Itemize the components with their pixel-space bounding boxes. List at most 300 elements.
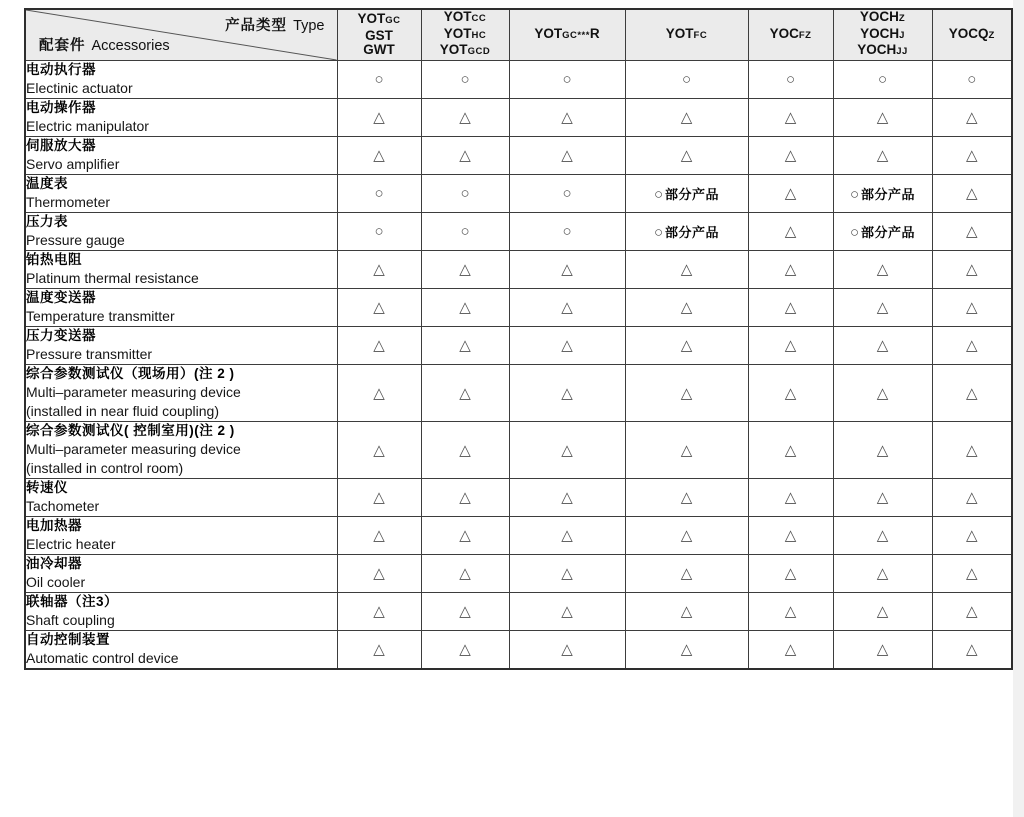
compat-cell xyxy=(421,99,509,137)
compat-cell xyxy=(625,327,748,365)
compat-cell xyxy=(748,365,833,422)
circle-symbol: ○ xyxy=(460,70,470,88)
column-header-2 xyxy=(509,9,625,61)
compat-cell xyxy=(748,289,833,327)
accessory-name-en: Pressure transmitter xyxy=(26,346,153,362)
accessory-row xyxy=(25,365,1012,422)
corner-type-label xyxy=(225,14,324,35)
triangle-symbol: △ xyxy=(965,299,978,316)
column-header-0 xyxy=(337,9,421,61)
model-suffix: GCD xyxy=(467,46,491,58)
partial-product-label: 部分产品 xyxy=(665,186,720,202)
triangle-symbol: △ xyxy=(680,299,693,316)
column-header-line xyxy=(422,43,509,60)
compat-cell xyxy=(833,327,932,365)
compat-cell xyxy=(337,365,421,422)
column-header-line xyxy=(338,29,421,44)
triangle-symbol: △ xyxy=(680,261,693,278)
accessory-name-zh: 压力表 xyxy=(26,214,68,229)
accessory-row xyxy=(25,422,1012,479)
compat-cell xyxy=(833,99,932,137)
compat-cell xyxy=(833,175,932,213)
model-suffix: FC xyxy=(693,29,708,41)
accessory-name-cell xyxy=(25,365,337,422)
model-name: YOCH xyxy=(859,9,899,25)
accessory-name-zh: 压力变送器 xyxy=(26,328,96,343)
accessory-name-cell xyxy=(25,593,337,631)
circle-symbol: ○ xyxy=(374,222,384,240)
accessory-name-zh: 温度表 xyxy=(26,176,68,191)
triangle-symbol: △ xyxy=(561,527,573,544)
compat-cell xyxy=(932,479,1012,517)
compat-cell xyxy=(748,593,833,631)
compat-cell xyxy=(337,631,421,670)
accessory-name-zh: 油冷却器 xyxy=(26,556,82,571)
model-name: YOT xyxy=(357,11,386,27)
accessory-name-en: Multi–parameter measuring device xyxy=(26,441,241,457)
triangle-symbol: △ xyxy=(561,489,573,506)
header-row xyxy=(25,9,1012,61)
triangle-symbol: △ xyxy=(876,299,889,316)
compat-cell xyxy=(509,365,625,422)
compat-cell xyxy=(625,61,748,99)
accessory-compatibility-table xyxy=(24,8,1013,670)
accessory-name-zh: 联轴器（注3） xyxy=(26,594,119,609)
compat-cell xyxy=(625,593,748,631)
triangle-symbol: △ xyxy=(784,603,797,620)
accessory-name-zh: 自动控制装置 xyxy=(26,632,110,647)
compat-cell xyxy=(421,137,509,175)
triangle-symbol: △ xyxy=(680,641,693,658)
column-header-line xyxy=(834,27,932,44)
compat-cell xyxy=(748,99,833,137)
compat-cell xyxy=(833,479,932,517)
triangle-symbol: △ xyxy=(459,261,471,278)
compat-cell xyxy=(748,175,833,213)
column-header-line xyxy=(834,43,932,60)
triangle-symbol: △ xyxy=(784,565,797,582)
accessory-row xyxy=(25,251,1012,289)
compat-cell xyxy=(509,251,625,289)
accessory-name-en: Oil cooler xyxy=(26,574,86,590)
compat-cell xyxy=(748,479,833,517)
triangle-symbol: △ xyxy=(965,603,978,620)
compat-cell xyxy=(833,289,932,327)
compat-cell xyxy=(509,289,625,327)
triangle-symbol: △ xyxy=(459,337,471,354)
accessory-row xyxy=(25,99,1012,137)
triangle-symbol: △ xyxy=(373,299,385,316)
triangle-symbol: △ xyxy=(459,384,471,402)
compat-cell xyxy=(932,213,1012,251)
triangle-symbol: △ xyxy=(373,565,385,582)
compat-cell xyxy=(509,593,625,631)
compat-cell xyxy=(337,213,421,251)
compat-cell xyxy=(337,517,421,555)
triangle-symbol: △ xyxy=(965,185,978,202)
triangle-symbol: △ xyxy=(876,489,889,506)
model-name: YOT xyxy=(534,25,563,41)
compat-cell xyxy=(625,175,748,213)
accessory-row xyxy=(25,213,1012,251)
compat-cell xyxy=(833,422,932,479)
compat-cell xyxy=(509,327,625,365)
circle-symbol: ○ xyxy=(460,184,470,202)
compat-cell xyxy=(421,631,509,670)
column-header-line xyxy=(749,27,833,44)
accessory-name-zh: 温度变送器 xyxy=(26,290,96,305)
accessory-name-en: Temperature transmitter xyxy=(26,308,175,324)
triangle-symbol: △ xyxy=(965,384,978,402)
triangle-symbol: △ xyxy=(876,603,889,620)
accessory-row xyxy=(25,289,1012,327)
compat-cell xyxy=(421,175,509,213)
corner-type-zh: 产品类型 xyxy=(225,18,288,34)
compat-cell xyxy=(625,479,748,517)
compat-cell xyxy=(932,61,1012,99)
triangle-symbol: △ xyxy=(561,147,573,164)
accessory-row xyxy=(25,327,1012,365)
compat-cell xyxy=(932,137,1012,175)
triangle-symbol: △ xyxy=(561,384,573,402)
triangle-symbol: △ xyxy=(373,641,385,658)
compat-cell xyxy=(625,555,748,593)
compat-cell xyxy=(337,327,421,365)
compat-cell xyxy=(421,517,509,555)
triangle-symbol: △ xyxy=(373,441,385,459)
accessory-name-en: Electinic actuator xyxy=(26,80,133,96)
compat-cell xyxy=(833,631,932,670)
compat-cell xyxy=(932,289,1012,327)
compat-cell xyxy=(625,213,748,251)
triangle-symbol: △ xyxy=(680,603,693,620)
accessory-name-cell xyxy=(25,422,337,479)
triangle-symbol: △ xyxy=(459,641,471,658)
triangle-symbol: △ xyxy=(876,337,889,354)
triangle-symbol: △ xyxy=(561,337,573,354)
triangle-symbol: △ xyxy=(561,299,573,316)
accessory-name-cell xyxy=(25,479,337,517)
model-suffix: FZ xyxy=(798,29,812,41)
model-suffix: Z xyxy=(898,13,906,25)
compat-cell xyxy=(421,327,509,365)
triangle-symbol: △ xyxy=(459,147,471,164)
compat-cell xyxy=(748,555,833,593)
triangle-symbol: △ xyxy=(965,109,978,126)
compat-cell xyxy=(833,251,932,289)
accessory-row xyxy=(25,175,1012,213)
compat-cell xyxy=(509,99,625,137)
compat-cell xyxy=(748,213,833,251)
model-suffix: J xyxy=(899,29,905,41)
circle-symbol: ○ xyxy=(653,185,664,203)
triangle-symbol: △ xyxy=(373,527,385,544)
corner-type-en: Type xyxy=(293,18,325,34)
corner-accessories-zh: 配套件 xyxy=(39,38,86,54)
triangle-symbol: △ xyxy=(965,441,978,459)
model-name: R xyxy=(589,25,600,41)
triangle-symbol: △ xyxy=(680,441,693,459)
circle-symbol: ○ xyxy=(374,184,384,202)
partial-product-label: 部分产品 xyxy=(665,224,720,240)
accessory-name-cell xyxy=(25,631,337,670)
triangle-symbol: △ xyxy=(784,384,797,402)
compat-cell xyxy=(509,631,625,670)
column-header-3 xyxy=(625,9,748,61)
accessory-row xyxy=(25,517,1012,555)
column-header-5 xyxy=(833,9,932,61)
compat-cell xyxy=(421,61,509,99)
triangle-symbol: △ xyxy=(373,261,385,278)
triangle-symbol: △ xyxy=(965,641,978,658)
compat-cell xyxy=(932,422,1012,479)
column-header-line xyxy=(422,27,509,44)
circle-symbol: ○ xyxy=(967,70,977,88)
compat-cell xyxy=(748,61,833,99)
compat-cell xyxy=(833,61,932,99)
compat-cell xyxy=(833,137,932,175)
compat-cell xyxy=(833,365,932,422)
triangle-symbol: △ xyxy=(965,223,978,240)
corner-accessories-en: Accessories xyxy=(91,38,170,54)
column-header-4 xyxy=(748,9,833,61)
triangle-symbol: △ xyxy=(373,603,385,620)
compat-cell xyxy=(421,213,509,251)
model-suffix: Z xyxy=(988,29,995,41)
triangle-symbol: △ xyxy=(680,565,693,582)
compat-cell xyxy=(625,99,748,137)
triangle-symbol: △ xyxy=(784,223,797,240)
compat-cell xyxy=(337,422,421,479)
compat-cell xyxy=(337,555,421,593)
compat-cell xyxy=(509,213,625,251)
compat-cell xyxy=(625,251,748,289)
accessory-name-cell xyxy=(25,517,337,555)
accessory-name-cell xyxy=(25,251,337,289)
triangle-symbol: △ xyxy=(561,109,573,126)
triangle-symbol: △ xyxy=(459,109,471,126)
model-name: YOT xyxy=(443,9,472,25)
compat-cell xyxy=(421,479,509,517)
compat-cell xyxy=(421,555,509,593)
circle-symbol: ○ xyxy=(681,70,692,88)
model-suffix: GC*** xyxy=(562,29,590,41)
compat-cell xyxy=(337,175,421,213)
triangle-symbol: △ xyxy=(784,489,797,506)
triangle-symbol: △ xyxy=(459,565,471,582)
compat-cell xyxy=(932,517,1012,555)
triangle-symbol: △ xyxy=(965,337,978,354)
compat-cell xyxy=(932,99,1012,137)
triangle-symbol: △ xyxy=(459,527,471,544)
model-name: YOCQ xyxy=(948,25,989,41)
compat-cell xyxy=(748,137,833,175)
compat-cell xyxy=(833,213,932,251)
triangle-symbol: △ xyxy=(784,441,797,459)
compat-cell xyxy=(337,593,421,631)
page-edge-shadow xyxy=(1013,0,1024,817)
circle-symbol: ○ xyxy=(562,184,572,202)
triangle-symbol: △ xyxy=(459,603,471,620)
accessory-name-en: Pressure gauge xyxy=(26,232,125,248)
accessory-name-en: Thermometer xyxy=(26,194,111,210)
accessory-name-cell xyxy=(25,137,337,175)
model-name: YOC xyxy=(769,25,799,41)
compat-cell xyxy=(509,137,625,175)
compat-cell xyxy=(421,593,509,631)
accessory-name-en: (installed in control room) xyxy=(26,460,184,476)
triangle-symbol: △ xyxy=(784,109,797,126)
compat-cell xyxy=(509,555,625,593)
triangle-symbol: △ xyxy=(784,299,797,316)
triangle-symbol: △ xyxy=(876,641,889,658)
column-header-line xyxy=(510,27,625,44)
circle-symbol: ○ xyxy=(849,185,860,203)
model-suffix: JJ xyxy=(896,46,908,58)
triangle-symbol: △ xyxy=(876,527,889,544)
compat-cell xyxy=(833,593,932,631)
triangle-symbol: △ xyxy=(459,441,471,459)
triangle-symbol: △ xyxy=(680,384,693,402)
table-body xyxy=(25,61,1012,670)
circle-symbol: ○ xyxy=(877,70,888,88)
compat-cell xyxy=(509,175,625,213)
compat-cell xyxy=(748,327,833,365)
triangle-symbol: △ xyxy=(373,337,385,354)
compat-cell xyxy=(932,327,1012,365)
circle-symbol: ○ xyxy=(460,222,470,240)
triangle-symbol: △ xyxy=(561,441,573,459)
model-suffix: HC xyxy=(471,29,487,41)
circle-symbol: ○ xyxy=(849,223,860,241)
accessory-row xyxy=(25,555,1012,593)
accessory-name-zh: 综合参数测试仪（现场用）(注 2 ) xyxy=(26,366,235,381)
compat-cell xyxy=(509,479,625,517)
compat-cell xyxy=(625,289,748,327)
compat-cell xyxy=(509,61,625,99)
accessory-name-cell xyxy=(25,175,337,213)
circle-symbol: ○ xyxy=(785,70,796,88)
triangle-symbol: △ xyxy=(965,489,978,506)
compat-cell xyxy=(625,422,748,479)
triangle-symbol: △ xyxy=(965,527,978,544)
compat-cell xyxy=(833,555,932,593)
accessory-name-en: Multi–parameter measuring device xyxy=(26,384,241,400)
triangle-symbol: △ xyxy=(561,261,573,278)
compat-cell xyxy=(625,517,748,555)
model-name: GST xyxy=(365,27,393,43)
compat-cell xyxy=(421,251,509,289)
compat-cell xyxy=(833,517,932,555)
triangle-symbol: △ xyxy=(561,603,573,620)
accessory-name-zh: 铂热电阻 xyxy=(26,252,82,267)
accessory-row xyxy=(25,593,1012,631)
column-header-6 xyxy=(932,9,1012,61)
compat-cell xyxy=(932,365,1012,422)
accessory-name-en: Platinum thermal resistance xyxy=(26,270,199,286)
compat-cell xyxy=(337,479,421,517)
triangle-symbol: △ xyxy=(876,109,889,126)
accessory-name-en: Electric manipulator xyxy=(26,118,149,134)
triangle-symbol: △ xyxy=(680,527,693,544)
compat-cell xyxy=(337,289,421,327)
circle-symbol: ○ xyxy=(653,223,664,241)
triangle-symbol: △ xyxy=(561,565,573,582)
compat-cell xyxy=(625,365,748,422)
compat-cell xyxy=(932,631,1012,670)
compat-cell xyxy=(932,593,1012,631)
compat-cell xyxy=(932,251,1012,289)
triangle-symbol: △ xyxy=(680,337,693,354)
accessory-name-zh: 电动执行器 xyxy=(26,62,96,77)
triangle-symbol: △ xyxy=(784,337,797,354)
corner-cell xyxy=(25,9,337,61)
triangle-symbol: △ xyxy=(876,384,889,402)
accessory-name-cell xyxy=(25,327,337,365)
column-header-line xyxy=(834,10,932,27)
compat-cell xyxy=(625,631,748,670)
model-name: YOCH xyxy=(857,42,897,58)
triangle-symbol: △ xyxy=(784,641,797,658)
model-suffix: CC xyxy=(471,13,487,25)
column-header-line xyxy=(933,27,1012,44)
triangle-symbol: △ xyxy=(373,384,385,402)
accessory-name-zh: 综合参数测试仪( 控制室用)(注 2 ) xyxy=(26,423,235,438)
accessory-name-cell xyxy=(25,555,337,593)
circle-symbol: ○ xyxy=(374,70,384,88)
triangle-symbol: △ xyxy=(876,441,889,459)
model-name: GWT xyxy=(363,42,395,58)
compat-cell xyxy=(337,61,421,99)
partial-product-label: 部分产品 xyxy=(861,186,916,202)
compat-cell xyxy=(509,517,625,555)
triangle-symbol: △ xyxy=(680,109,693,126)
compat-cell xyxy=(932,175,1012,213)
model-name: YOCH xyxy=(860,25,900,41)
compat-cell xyxy=(748,251,833,289)
accessory-name-cell xyxy=(25,289,337,327)
partial-product-label: 部分产品 xyxy=(861,224,916,240)
triangle-symbol: △ xyxy=(561,641,573,658)
accessory-name-zh: 伺服放大器 xyxy=(26,138,96,153)
model-suffix: GC xyxy=(385,15,401,27)
triangle-symbol: △ xyxy=(459,489,471,506)
accessory-name-cell xyxy=(25,99,337,137)
accessory-name-en: Automatic control device xyxy=(26,650,179,666)
compat-cell xyxy=(748,631,833,670)
accessory-name-en: Electric heater xyxy=(26,536,116,552)
accessory-row xyxy=(25,61,1012,99)
accessory-name-en: Servo amplifier xyxy=(26,156,120,172)
accessory-row xyxy=(25,479,1012,517)
triangle-symbol: △ xyxy=(876,565,889,582)
triangle-symbol: △ xyxy=(680,147,693,164)
model-name: YOT xyxy=(443,25,472,41)
compat-cell xyxy=(337,137,421,175)
triangle-symbol: △ xyxy=(459,299,471,316)
triangle-symbol: △ xyxy=(784,147,797,164)
column-header-1 xyxy=(421,9,509,61)
compat-cell xyxy=(748,517,833,555)
compat-cell xyxy=(509,422,625,479)
accessory-name-en: (installed in near fluid coupling) xyxy=(26,403,219,419)
accessory-name-zh: 电动操作器 xyxy=(26,100,96,115)
column-header-line xyxy=(626,27,748,44)
compat-cell xyxy=(421,289,509,327)
accessory-row xyxy=(25,137,1012,175)
triangle-symbol: △ xyxy=(965,261,978,278)
model-name: YOT xyxy=(665,25,694,41)
